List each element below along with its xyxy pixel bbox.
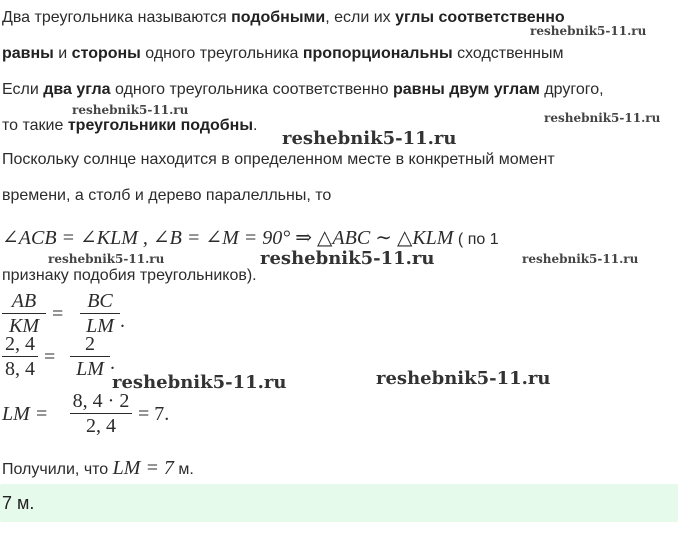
watermark: reshebnik5-11.ru	[376, 368, 551, 389]
definition-line-1: Два треугольника называются подобными, если их углы соответственно	[2, 9, 565, 26]
answer-box	[0, 484, 678, 522]
ratio2-equals: =	[44, 346, 56, 368]
watermark: reshebnik5-11.ru	[530, 24, 647, 38]
criterion-line-1: Если два угла одного треугольника соответственно равны двум углам другого,	[2, 81, 604, 98]
ratio1-period: .	[120, 310, 125, 332]
calc-lhs: LM =	[2, 403, 49, 425]
watermark: reshebnik5-11.ru	[48, 252, 165, 266]
reasoning-line-1: Поскольку солнце находится в определенном месте в конкретный момент	[2, 151, 555, 168]
calc-rhs: = 7.	[138, 403, 170, 425]
ratio2-right: 2 LM	[70, 333, 110, 380]
ratio1-right: BC LM	[80, 290, 120, 337]
similarity-note: признаку подобия треугольников).	[2, 267, 257, 284]
answer-text: 7 м.	[2, 493, 35, 513]
reasoning-line-2: времени, а столб и дерево паралелльны, то	[2, 187, 332, 204]
watermark: reshebnik5-11.ru	[72, 103, 189, 117]
watermark: reshebnik5-11.ru	[112, 372, 287, 393]
criterion-line-2: то такие треугольники подобны.	[2, 117, 258, 134]
definition-line-2: равны и стороны одного треугольника пропорциональны сходственным	[2, 45, 564, 62]
result-line: Получили, что LM = 7 м.	[2, 457, 194, 479]
calc-fraction: 8, 4 · 2 2, 4	[70, 390, 132, 437]
ratio1-equals: =	[52, 303, 64, 325]
ratio1-left: AB KM	[2, 290, 46, 337]
ratio2-period: .	[110, 352, 115, 374]
watermark: reshebnik5-11.ru	[544, 111, 661, 125]
watermark: reshebnik5-11.ru	[282, 128, 457, 149]
watermark: reshebnik5-11.ru	[522, 252, 639, 266]
watermark: reshebnik5-11.ru	[260, 248, 435, 269]
ratio2-left: 2, 4 8, 4	[2, 333, 38, 380]
similarity-formula: ∠ACB = ∠KLM , ∠B = ∠M = 90° ⇒ △ABC ∼ △KLM ( по 1	[2, 227, 499, 249]
